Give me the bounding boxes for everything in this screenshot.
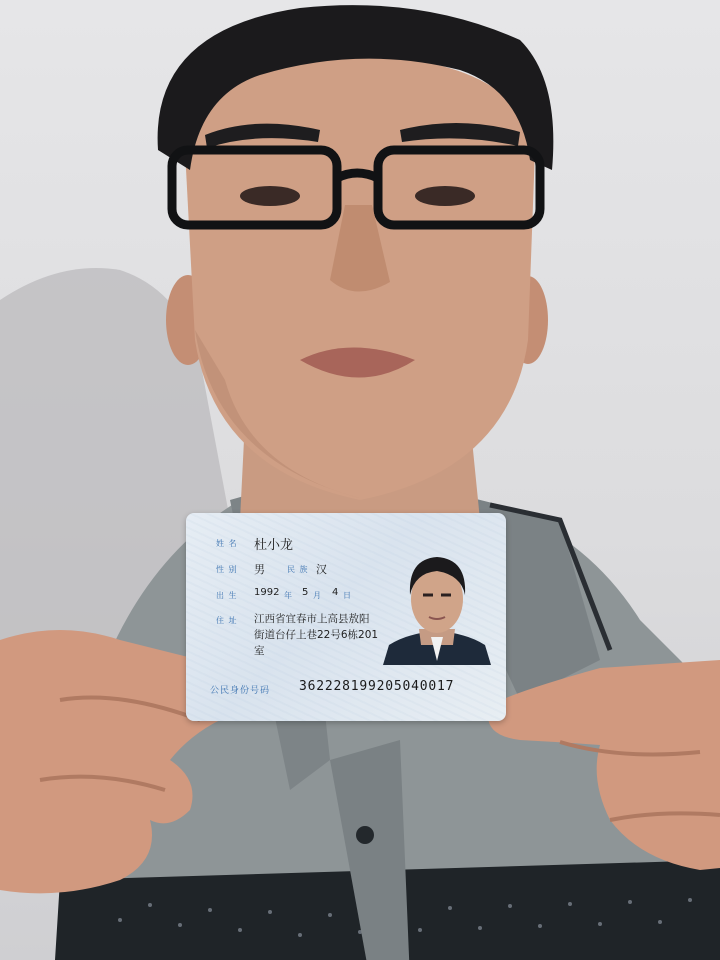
month-unit: 月 [313,591,322,600]
right-eye [415,186,475,206]
name-label: 姓 名 [216,539,238,548]
birth-year: 1992 [254,587,280,598]
address-line-2: 街道台仔上巷22号6栋201 [254,629,379,641]
id-portrait-photo [383,541,491,665]
address-line-1: 江西省宜春市上高县敖阳 [254,613,370,625]
birth-label: 出 生 [216,591,238,600]
shirt-button [356,826,374,844]
id-number-value: 362228199205040017 [299,679,455,694]
address-line-3: 室 [254,645,265,657]
year-unit: 年 [284,591,293,600]
name-value: 杜小龙 [254,538,294,553]
address-value [254,611,404,659]
address-label: 住 址 [216,616,238,625]
sex-label: 性 别 [216,565,238,574]
sex-value: 男 [254,563,265,576]
left-eye [240,186,300,206]
id-card [186,513,506,721]
birth-day: 4 [332,587,339,598]
birth-month: 5 [302,587,309,598]
ethnicity-value: 汉 [316,563,327,576]
ethnicity-label: 民 族 [287,565,309,574]
day-unit: 日 [343,591,352,600]
id-number-label: 公民身份号码 [210,686,271,696]
